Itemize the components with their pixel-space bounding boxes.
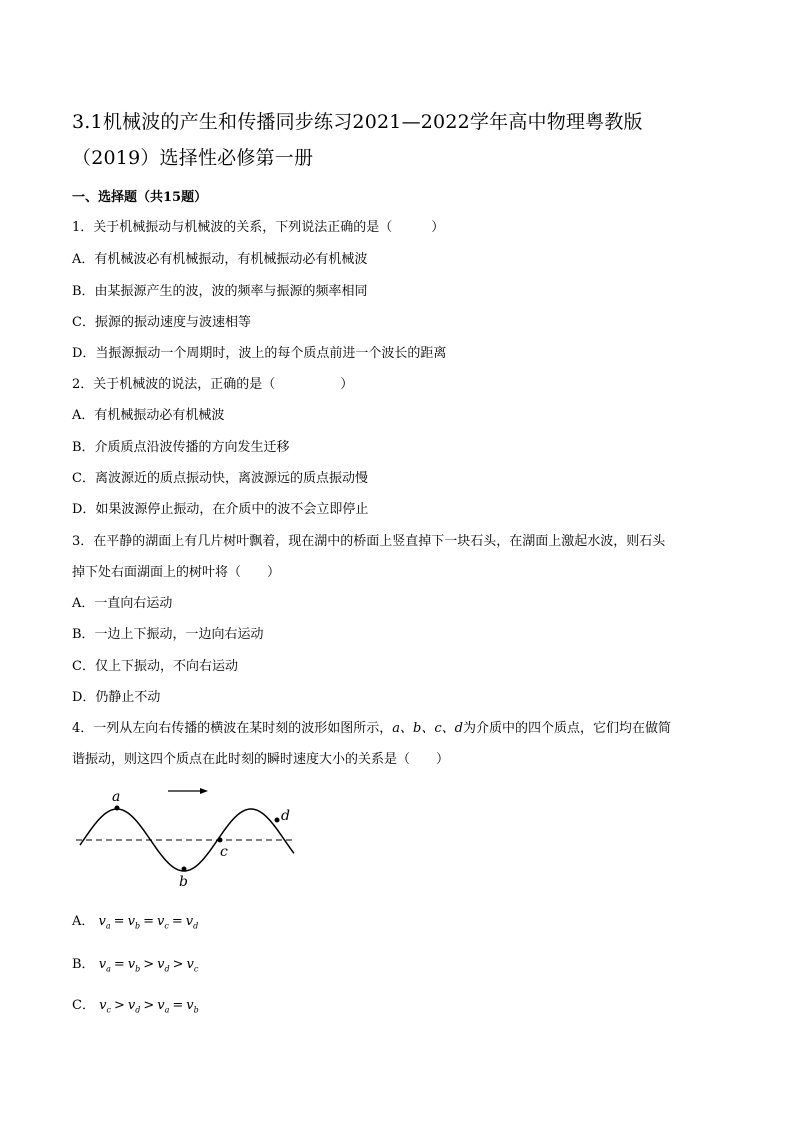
q4-stem-line-2: 谐振动，则这四个质点在此时刻的瞬时速度大小的关系是（ ）: [72, 752, 450, 767]
op: =: [143, 914, 154, 929]
point-c-dot: [218, 838, 223, 843]
q2-stem: 2．关于机械波的说法，正确的是（ ）: [72, 377, 354, 392]
section-heading: 一、选择题（共15题）: [72, 190, 208, 205]
var-vb: $v_b$: [186, 998, 199, 1015]
var-vc: $v_c$: [99, 998, 111, 1015]
label-d: d: [281, 808, 290, 824]
q4-stem-vars: a、b、c、d: [392, 721, 463, 736]
wave-diagram: [72, 782, 312, 896]
q3-option-c: C．仅上下振动，不向右运动: [72, 659, 238, 674]
q4-option-b: [72, 953, 198, 974]
label-a: a: [112, 789, 121, 805]
var-vb: $v_b$: [127, 957, 141, 974]
point-d-dot: [275, 818, 280, 823]
q4-option-a: [72, 910, 198, 931]
q4-stem-post: 为介质中的四个质点，它们均在做简: [462, 721, 671, 736]
var-va: $v_a$: [98, 914, 111, 931]
var-va: $v_a$: [157, 998, 170, 1015]
label-b: b: [179, 874, 188, 890]
q4-option-a-label: A．: [72, 914, 95, 929]
var-vd: $v_d$: [157, 957, 170, 974]
op: >: [172, 957, 184, 972]
title-line-2: （2019）选择性必修第一册: [72, 147, 314, 169]
q3-option-b: B．一边上下振动，一边向右运动: [72, 627, 264, 642]
q4-stem-pre: 4．一列从左向右传播的横波在某时刻的波形如图所示，: [72, 721, 393, 736]
label-c: c: [220, 844, 228, 860]
var-vd: $v_d$: [127, 998, 141, 1015]
point-b-dot: [182, 867, 187, 872]
q4-option-b-label: B．: [72, 957, 95, 972]
q1-option-b: B．由某振源产生的波，波的频率与振源的频率相同: [72, 284, 368, 299]
q1-option-c: C．振源的振动速度与波速相等: [72, 315, 251, 330]
q3-option-a: A．一直向右运动: [72, 596, 173, 611]
op: =: [172, 998, 184, 1013]
op: >: [143, 957, 155, 972]
q1-option-a: A．有机械波必有机械振动，有机械振动必有机械波: [72, 252, 368, 267]
q4-option-c-label: C．: [72, 998, 95, 1013]
op: =: [171, 914, 183, 929]
q2-option-b: B．介质质点沿波传播的方向发生迁移: [72, 440, 290, 455]
q4-stem-line-1: [72, 717, 671, 736]
title-line-1: 3.1机械波的产生和传播同步练习2021—2022学年高中物理粤教版: [72, 111, 643, 133]
var-vc: $v_c$: [156, 914, 169, 931]
q3-stem-line-1: 3．在平静的湖面上有几片树叶飘着，现在湖中的桥面上竖直掉下一块石头，在湖面上激起水波，则石头: [72, 534, 666, 549]
q3-stem-line-2: 掉下处右面湖面上的树叶将（ ）: [72, 565, 281, 580]
point-a-dot: [115, 806, 120, 811]
var-vb: $v_b$: [127, 914, 141, 931]
q4-option-c: [72, 994, 199, 1015]
direction-arrow-head: [200, 788, 208, 794]
op: >: [143, 998, 155, 1013]
q2-option-d: D．如果波源停止振动，在介质中的波不会立即停止: [72, 502, 369, 517]
page-title: [72, 104, 732, 176]
q2-option-a: A．有机械振动必有机械波: [72, 408, 225, 423]
q3-option-d: D．仍静止不动: [72, 690, 161, 705]
op: >: [113, 998, 125, 1013]
var-vd: $v_d$: [185, 914, 199, 931]
q2-option-c: C．离波源近的质点振动快，离波源远的质点振动慢: [72, 471, 368, 486]
q1-stem: 1．关于机械振动与机械波的关系，下列说法正确的是（ ）: [72, 220, 445, 235]
op: =: [113, 957, 125, 972]
var-va: $v_a$: [98, 957, 111, 974]
q1-option-d: D．当振源振动一个周期时，波上的每个质点前进一个波长的距离: [72, 346, 447, 361]
var-vc: $v_c$: [186, 957, 199, 974]
wave-figure-svg: [72, 782, 312, 892]
op: =: [113, 914, 125, 929]
